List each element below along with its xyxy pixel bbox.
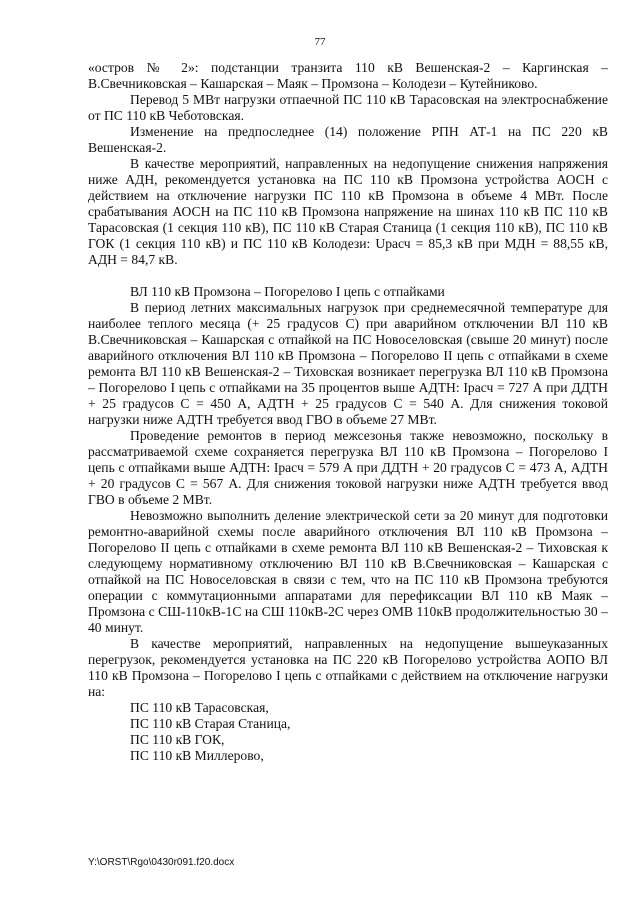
list-item: ПС 110 кВ Старая Станица, <box>130 716 291 731</box>
paragraph: В период летних максимальных нагрузок при среднемесячной температуре для наиболее теплого месяца (+ 25 градусов С) при аварийном отключении ВЛ 110 кВ В.Свечниковская – Кашарская с отпайкой на ПС Новоселовская (свыше 20 минут) после аварийного отключения ВЛ 110 кВ Промзона – Погорелово II цепь с отпайками в схеме ремонта ВЛ 110 кВ Вешенская-2 – Тиховская возникает перегрузка ВЛ 110 кВ Промзона – Погорелово I цепь с отпайками на 35 процентов выше АДТН: Iрасч = 727 А при ДДТН + 25 градусов С = 450 А, АДТН + 25 градусов С = 540 А. Для снижения токовой нагрузки ниже АДТН требуется ввод ГВО в объеме 27 МВт. <box>88 300 608 427</box>
paragraph: Перевод 5 МВт нагрузки отпаечной ПС 110 кВ Тарасовская на электроснабжение от ПС 110 кВ Чеботовская. <box>88 92 608 123</box>
list-item: ПС 110 кВ ГОК, <box>130 732 225 747</box>
list-item: ПС 110 кВ Тарасовская, <box>130 700 269 715</box>
list-item: ПС 110 кВ Миллерово, <box>130 748 264 763</box>
paragraph: В качестве мероприятий, направленных на недопущение вышеуказанных перегрузок, рекомендуется установка на ПС 220 кВ Погорелово устройства АОПО ВЛ 110 кВ Промзона – Погорелово I цепь с отпайками с действием на отключение нагрузки на: <box>88 636 608 699</box>
paragraph: Невозможно выполнить деление электрической сети за 20 минут для подготовки ремонтно-аварийной схемы после аварийного отключения ВЛ 110 кВ Промзона – Погорелово II цепь с отпайками в схеме ремонта ВЛ 110 кВ Вешенская-2 – Тиховская к следующему нормативному отключению ВЛ 110 кВ В.Свечниковская – Кашарская с отпайкой на ПС Новоселовская в связи с тем, что на ПС 110 кВ Промзона требуются операции с коммутационными аппаратами для перефиксации ВЛ 110 кВ Маяк – Промзона с СШ-110кВ-1С на СШ 110кВ-2С через ОМВ 110кВ продолжительностью 30 – 40 минут. <box>88 508 608 635</box>
page-number: 77 <box>314 36 326 48</box>
document-body <box>88 60 608 764</box>
paragraph: «остров № 2»: подстанции транзита 110 кВ Вешенская-2 – Каргинская – В.Свечниковская – Кашарская – Маяк – Промзона – Колодези – Кутейниково. <box>88 60 608 91</box>
paragraph: Проведение ремонтов в период межсезонья также невозможно, поскольку в рассматриваемой схеме сохраняется перегрузка ВЛ 110 кВ Промзона – Погорелово I цепь с отпайками выше АДТН: Iрасч = 579 А при ДДТН + 20 градусов С = 473 А, АДТН + 20 градусов С = 567 А. Для снижения токовой нагрузки ниже АДТН требуется ввод ГВО в объеме 2 МВт. <box>88 428 608 507</box>
footer-file-path: Y:\ORST\Rgo\0430r091.f20.docx <box>88 857 235 868</box>
section-heading: ВЛ 110 кВ Промзона – Погорелово I цепь с отпайками <box>130 284 445 299</box>
paragraph: Изменение на предпоследнее (14) положение РПН АТ-1 на ПС 220 кВ Вешенская-2. <box>88 124 608 155</box>
paragraph: В качестве мероприятий, направленных на недопущение снижения напряжения ниже АДН, рекомендуется установка на ПС 110 кВ Промзона устройства АОСН с действием на отключение нагрузки ПС 110 кВ Промзона в объеме 4 МВт. После срабатывания АОСН на ПС 110 кВ Промзона напряжение на шинах 110 кВ ПС 110 кВ Тарасовская (1 секция 110 кВ), ПС 110 кВ Старая Станица (1 секция 110 кВ), ПС 110 кВ ГОК (1 секция 110 кВ) и ПС 110 кВ Колодези: Uрасч = 85,3 кВ при МДН = 88,55 кВ, АДН = 84,7 кВ. <box>88 156 608 267</box>
